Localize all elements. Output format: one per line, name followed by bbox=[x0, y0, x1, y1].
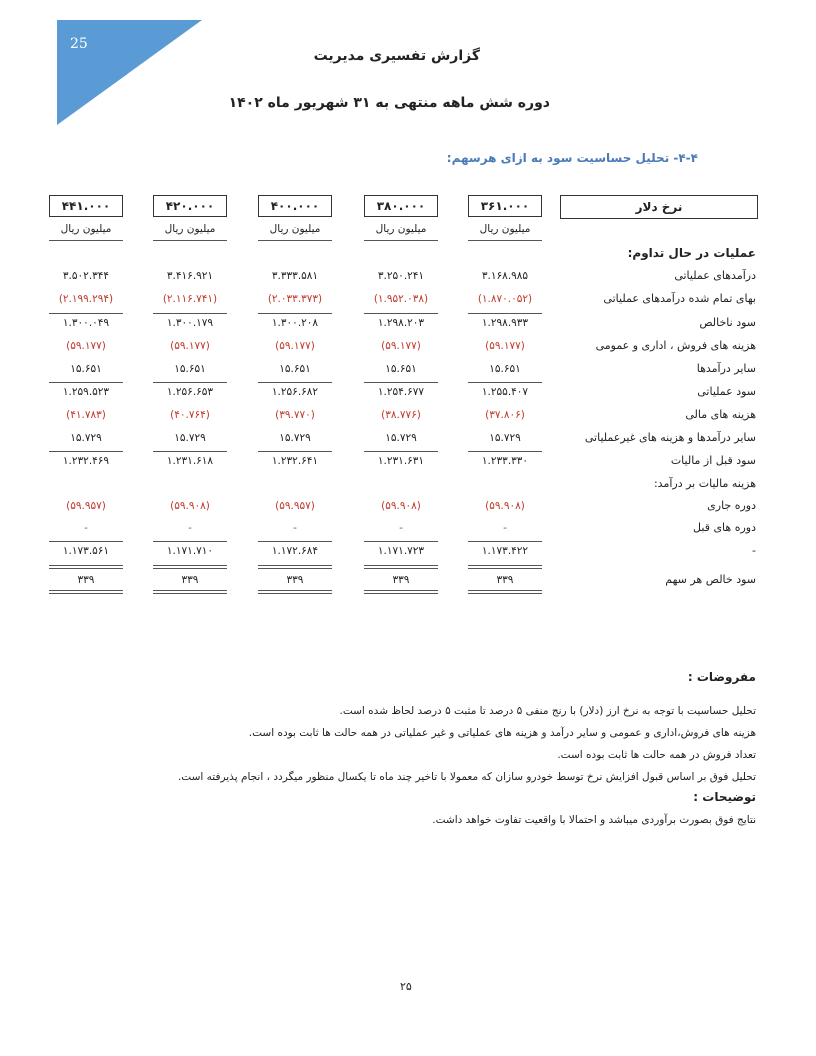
row-label: سود عملیاتی bbox=[697, 385, 756, 398]
unit-label: میلیون ریال bbox=[479, 223, 531, 235]
table-cell: (۴۱.۷۸۳) bbox=[66, 409, 106, 421]
table-cell: - bbox=[84, 522, 88, 534]
table-cell: ۱.۱۷۲.۶۸۴ bbox=[271, 545, 319, 557]
subtotal-rule bbox=[364, 541, 438, 542]
assumption-line: هزینه های فروش،اداری و عمومی و سایر درآمد و هزینه های عملیاتی و غیر عملیاتی در همه حالت ها ثابت بوده است. bbox=[248, 727, 756, 739]
rate-value: ۴۰۰.۰۰۰ bbox=[258, 195, 332, 217]
table-cell: ۱.۲۳۱.۶۳۱ bbox=[377, 455, 425, 467]
row-label: سایر درآمدها bbox=[696, 362, 756, 375]
subtotal-rule bbox=[468, 451, 542, 452]
row-label: دوره جاری bbox=[707, 499, 756, 512]
table-cell: - bbox=[188, 522, 192, 534]
total-double-rule bbox=[49, 590, 123, 594]
table-cell: ۱.۱۷۳.۵۶۱ bbox=[62, 545, 110, 557]
table-cell: ۱.۱۷۳.۴۲۲ bbox=[481, 545, 529, 557]
table-cell: ۱.۲۹۸.۲۰۳ bbox=[377, 317, 425, 329]
table-cell: ۱۵.۶۵۱ bbox=[70, 363, 102, 375]
unit-label: میلیون ریال bbox=[269, 223, 321, 235]
table-cell: ۳۳۹ bbox=[181, 574, 199, 586]
table-cell: ۱.۱۷۱.۷۱۰ bbox=[166, 545, 214, 557]
subtotal-rule bbox=[49, 313, 123, 314]
subtotal-rule bbox=[49, 451, 123, 452]
table-cell: ۱۵.۷۲۹ bbox=[174, 432, 206, 444]
subtotal-rule bbox=[364, 382, 438, 383]
rate-value: ۳۸۰.۰۰۰ bbox=[364, 195, 438, 217]
table-cell: ۱.۲۹۸.۹۳۳ bbox=[481, 317, 529, 329]
table-cell: ۱.۲۳۱.۶۱۸ bbox=[166, 455, 214, 467]
subtotal-rule bbox=[49, 382, 123, 383]
table-cell: ۱.۲۵۴.۶۷۷ bbox=[377, 386, 425, 398]
table-cell: ۱۵.۶۵۱ bbox=[279, 363, 311, 375]
table-cell: ۱.۲۵۵.۴۰۷ bbox=[481, 386, 529, 398]
total-double-rule bbox=[258, 590, 332, 594]
row-label: سود قبل از مالیات bbox=[670, 454, 756, 467]
table-cell: ۱.۲۳۲.۶۴۱ bbox=[271, 455, 319, 467]
table-cell: (۳۹.۷۷۰) bbox=[275, 409, 315, 421]
table-cell: (۵۹.۹۰۸) bbox=[381, 500, 421, 512]
table-cell: ۳۳۹ bbox=[77, 574, 95, 586]
table-cell: ۱۵.۶۵۱ bbox=[385, 363, 417, 375]
row-label: هزینه های فروش ، اداری و عمومی bbox=[595, 339, 756, 352]
subtotal-rule bbox=[468, 382, 542, 383]
note-line: نتایج فوق بصورت برآوردی میباشد و احتمالا با واقعیت تفاوت خواهد داشت. bbox=[432, 814, 756, 826]
table-cell: (۳۷.۸۰۶) bbox=[485, 409, 525, 421]
subtotal-rule bbox=[258, 313, 332, 314]
subtotal-rule bbox=[468, 541, 542, 542]
subtotal-rule bbox=[153, 313, 227, 314]
total-double-rule bbox=[468, 565, 542, 569]
table-cell: (۵۹.۱۷۷) bbox=[381, 340, 421, 352]
rate-value: ۴۲۰.۰۰۰ bbox=[153, 195, 227, 217]
table-cell: ۳.۲۵۰.۲۴۱ bbox=[377, 270, 425, 282]
assumption-line: تحلیل حساسیت با توجه به نرخ ارز (دلار) با رنج منفی ۵ درصد تا مثبت ۵ درصد لحاظ شده است. bbox=[339, 705, 756, 717]
table-cell: ۱.۳۰۰.۲۰۸ bbox=[271, 317, 319, 329]
table-cell: ۱۵.۷۲۹ bbox=[70, 432, 102, 444]
unit-underline bbox=[153, 240, 227, 241]
row-label: بهای تمام شده درآمدهای عملیاتی bbox=[603, 292, 756, 305]
table-cell: ۱۵.۷۲۹ bbox=[385, 432, 417, 444]
table-cell: ۳.۱۶۸.۹۸۵ bbox=[481, 270, 529, 282]
assumption-line: تحلیل فوق بر اساس قبول افزایش نرخ توسط خودرو سازان که معمولا با تاخیر چند ماه تا یکسال منظور میگردد ، انجام پذیرفته است. bbox=[177, 771, 756, 783]
unit-label: میلیون ریال bbox=[60, 223, 112, 235]
table-cell: (۵۹.۱۷۷) bbox=[485, 340, 525, 352]
table-cell: (۵۹.۹۰۸) bbox=[485, 500, 525, 512]
table-cell: ۱.۳۰۰.۱۷۹ bbox=[166, 317, 214, 329]
subtotal-rule bbox=[49, 541, 123, 542]
rate-value: ۳۶۱.۰۰۰ bbox=[468, 195, 542, 217]
total-double-rule bbox=[49, 565, 123, 569]
table-cell: ۱.۱۷۱.۷۲۳ bbox=[377, 545, 425, 557]
table-cell: (۳۸.۷۷۶) bbox=[381, 409, 421, 421]
unit-label: میلیون ریال bbox=[375, 223, 427, 235]
table-cell: ۱۵.۷۲۹ bbox=[489, 432, 521, 444]
rate-label: نرخ دلار bbox=[560, 195, 758, 219]
subtotal-rule bbox=[153, 451, 227, 452]
subtotal-rule bbox=[153, 541, 227, 542]
row-label: سایر درآمدها و هزینه های غیرعملیاتی bbox=[584, 431, 756, 444]
table-cell: ۳۳۹ bbox=[496, 574, 514, 586]
unit-underline bbox=[49, 240, 123, 241]
notes-title: توضیحات : bbox=[693, 790, 756, 804]
table-cell: ۳.۴۱۶.۹۲۱ bbox=[166, 270, 214, 282]
table-cell: (۵۹.۹۵۷) bbox=[66, 500, 106, 512]
table-cell: (۵۹.۹۰۸) bbox=[170, 500, 210, 512]
total-double-rule bbox=[258, 565, 332, 569]
table-cell: ۱.۲۵۹.۵۲۳ bbox=[62, 386, 110, 398]
row-label: سود ناخالص bbox=[699, 316, 756, 329]
table-cell: - bbox=[293, 522, 297, 534]
unit-underline bbox=[468, 240, 542, 241]
table-cell: (۱.۸۷۰.۰۵۲) bbox=[477, 293, 533, 305]
assumption-line: تعداد فروش در همه حالت ها ثابت بوده است. bbox=[557, 749, 756, 761]
table-cell: ۱.۲۵۶.۶۵۳ bbox=[166, 386, 214, 398]
table-cell: ۱۵.۶۵۱ bbox=[174, 363, 206, 375]
total-double-rule bbox=[364, 590, 438, 594]
subtotal-rule bbox=[153, 382, 227, 383]
table-cell: (۲.۱۱۶.۷۴۱) bbox=[162, 293, 218, 305]
total-double-rule bbox=[153, 565, 227, 569]
row-label: - bbox=[752, 544, 756, 557]
table-cell: (۲.۰۳۳.۳۷۳) bbox=[267, 293, 323, 305]
row-label: دوره های قبل bbox=[693, 521, 756, 534]
subtotal-rule bbox=[258, 382, 332, 383]
table-cell: ۱۵.۷۲۹ bbox=[279, 432, 311, 444]
table-cell: ۱.۲۳۳.۳۳۰ bbox=[481, 455, 529, 467]
table-cell: - bbox=[399, 522, 403, 534]
unit-label: میلیون ریال bbox=[164, 223, 216, 235]
corner-triangle bbox=[0, 0, 220, 130]
table-cell: ۱.۳۰۰.۰۴۹ bbox=[62, 317, 110, 329]
table-cell: (۱.۹۵۲.۰۳۸) bbox=[373, 293, 429, 305]
operations-heading: عملیات در حال تداوم: bbox=[627, 246, 756, 260]
page-number-bottom: ۲۵ bbox=[400, 980, 412, 993]
table-cell: ۱۵.۶۵۱ bbox=[489, 363, 521, 375]
total-double-rule bbox=[468, 590, 542, 594]
table-cell: (۵۹.۱۷۷) bbox=[275, 340, 315, 352]
subtotal-rule bbox=[258, 451, 332, 452]
table-cell: ۳.۵۰۲.۳۴۴ bbox=[62, 270, 110, 282]
rate-value: ۴۴۱.۰۰۰ bbox=[49, 195, 123, 217]
table-cell: (۵۹.۹۵۷) bbox=[275, 500, 315, 512]
report-title: گزارش تفسیری مدیریت bbox=[313, 48, 480, 64]
table-cell: ۳۳۹ bbox=[286, 574, 304, 586]
table-cell: ۳.۳۳۳.۵۸۱ bbox=[271, 270, 319, 282]
assumptions-title: مفروضات : bbox=[687, 670, 756, 684]
row-label: هزینه های مالی bbox=[685, 408, 756, 421]
table-cell: ۱.۲۳۲.۴۶۹ bbox=[62, 455, 110, 467]
unit-underline bbox=[364, 240, 438, 241]
row-label: درآمدهای عملیاتی bbox=[674, 269, 756, 282]
subtotal-rule bbox=[364, 313, 438, 314]
page-number-top: 25 bbox=[70, 36, 88, 52]
total-double-rule bbox=[153, 590, 227, 594]
unit-underline bbox=[258, 240, 332, 241]
subtotal-rule bbox=[468, 313, 542, 314]
table-cell: (۲.۱۹۹.۲۹۴) bbox=[58, 293, 114, 305]
table-cell: - bbox=[503, 522, 507, 534]
total-double-rule bbox=[364, 565, 438, 569]
table-cell: ۱.۲۵۶.۶۸۲ bbox=[271, 386, 319, 398]
table-cell: (۴۰.۷۶۴) bbox=[170, 409, 210, 421]
row-label: هزینه مالیات بر درآمد: bbox=[653, 477, 756, 490]
subtotal-rule bbox=[258, 541, 332, 542]
table-cell: (۵۹.۱۷۷) bbox=[170, 340, 210, 352]
row-label: سود خالص هر سهم bbox=[665, 573, 756, 586]
table-cell: ۳۳۹ bbox=[392, 574, 410, 586]
subtotal-rule bbox=[364, 451, 438, 452]
table-cell: (۵۹.۱۷۷) bbox=[66, 340, 106, 352]
section-title: ۴-۴- تحلیل حساسیت سود به ازای هرسهم: bbox=[446, 151, 698, 165]
report-subtitle: دوره شش ماهه منتهی به ۳۱ شهریور ماه ۱۴۰۲ bbox=[228, 95, 550, 111]
